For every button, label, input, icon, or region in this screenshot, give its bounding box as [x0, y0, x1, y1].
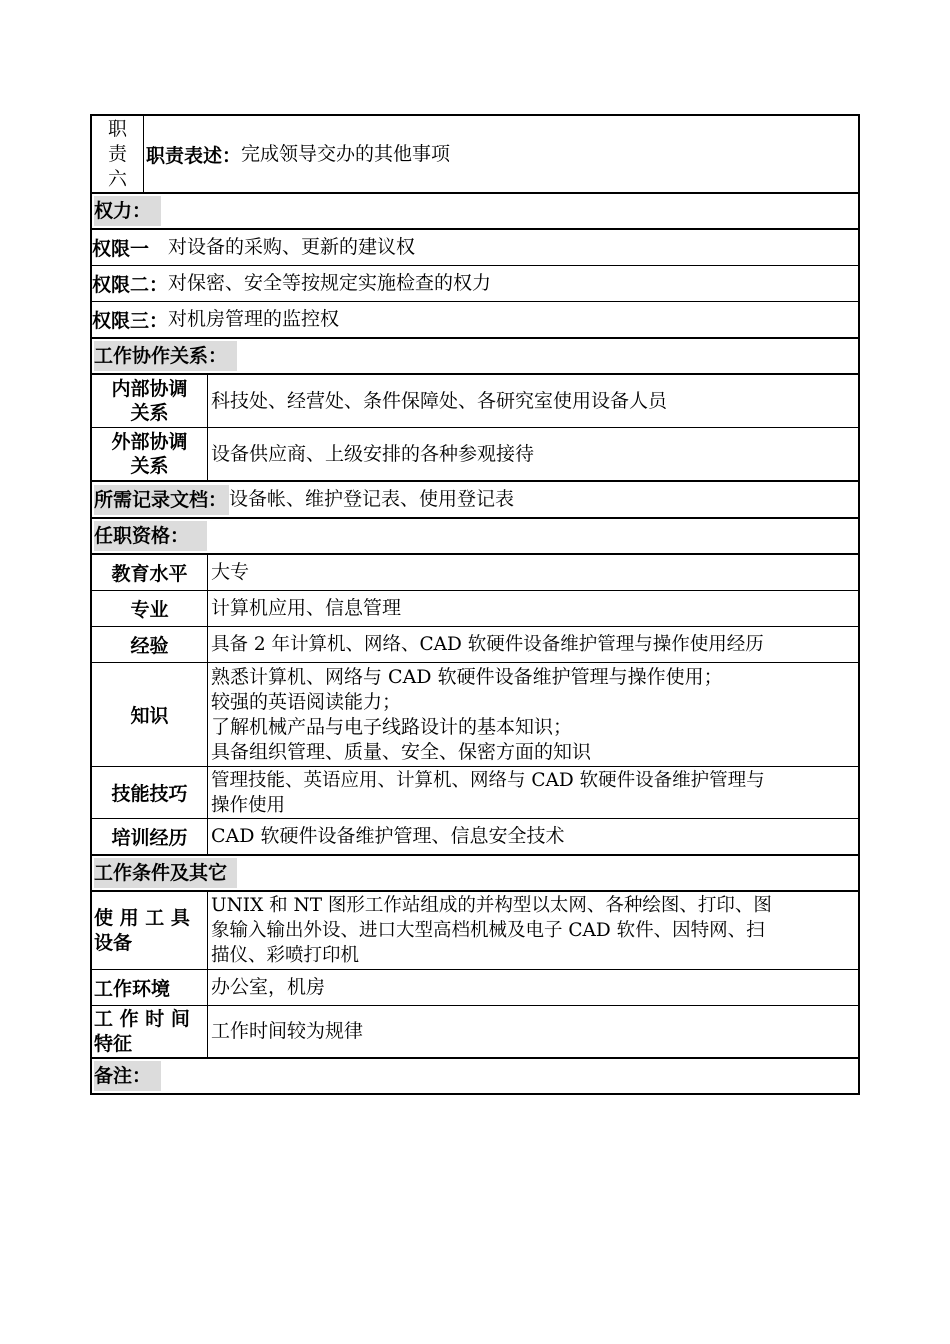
records-label: 所需记录文档：: [94, 485, 229, 515]
work-time-text: 工作时间较为规律: [211, 1020, 364, 1042]
major-text: 计算机应用、信息管理: [211, 597, 402, 619]
skills-text: 管理技能、英语应用、计算机、网络与 CAD 软硬件设备维护管理与 操作使用: [211, 769, 765, 816]
duty-desc-text: 完成领导交办的其他事项: [241, 142, 451, 165]
remarks-row: [90, 1059, 860, 1095]
tools-row: [90, 892, 860, 970]
experience-text: 具备 2 年计算机、网络、CAD 软硬件设备维护管理与操作使用经历: [211, 634, 764, 655]
internal-coordination-text: 科技处、经营处、条件保障处、各研究室使用设备人员: [211, 389, 668, 412]
duty-six-label: 职 责 六: [92, 116, 144, 192]
education-row: [90, 555, 860, 591]
power-item-row: [90, 230, 860, 266]
power-item-text: 对机房管理的监控权: [168, 308, 340, 330]
records-text: 设备帐、维护登记表、使用登记表: [229, 488, 515, 510]
tools-text: UNIX 和 NT 图形工作站组成的并构型以太网、各种绘图、打印、图 象输入输出外设、进口大型高档机械及电子 CAD 软件、因特网、扫 描仪、彩喷打印机: [211, 895, 772, 966]
experience-row: [90, 627, 860, 663]
external-coordination-text: 设备供应商、上级安排的各种参观接待: [211, 442, 535, 465]
environment-text: 办公室，机房: [211, 976, 326, 998]
education-text: 大专: [211, 561, 250, 583]
experience-label: 经验: [130, 635, 169, 657]
external-coordination-row: [90, 428, 860, 482]
duty-desc-label: 职责表述：: [146, 144, 242, 167]
conditions-heading: 工作条件及其它: [94, 858, 237, 888]
power-item-row: [90, 302, 860, 339]
knowledge-row: [90, 663, 860, 767]
duty-six-description: [144, 116, 858, 192]
work-time-label: 工 作 时 间 特征: [92, 1006, 208, 1057]
cooperation-heading: 工作协作关系：: [94, 341, 237, 371]
power-item-label: 权限二：: [92, 274, 169, 296]
power-heading-row: [90, 194, 860, 230]
knowledge-text: 熟悉计算机、网络与 CAD 软硬件设备维护管理与操作使用； 较强的英语阅读能力； 了解机械产品与电子线路设计的基本知识； 具备组织管理、质量、安全、保密方面的知识: [211, 665, 723, 763]
skills-label: 技能技巧: [111, 783, 188, 805]
training-row: [90, 819, 860, 856]
training-label: 培训经历: [111, 827, 188, 849]
major-label: 专业: [130, 599, 169, 621]
remarks-heading: 备注：: [94, 1061, 161, 1091]
tools-label: 使 用 工 具 设备: [92, 892, 208, 969]
education-label: 教育水平: [111, 563, 188, 585]
major-row: [90, 591, 860, 627]
work-time-row: [90, 1006, 860, 1059]
external-coordination-label: 外部协调 关系: [92, 428, 208, 480]
records-row: [90, 482, 860, 519]
qualification-heading-row: [90, 519, 860, 555]
training-text: CAD 软硬件设备维护管理、信息安全技术: [211, 825, 565, 847]
knowledge-label: 知识: [130, 705, 169, 727]
duty-six-row: [90, 114, 860, 194]
cooperation-heading-row: [90, 339, 860, 375]
environment-label: 工作环境: [94, 978, 171, 1000]
internal-coordination-row: [90, 375, 860, 428]
qualification-heading: 任职资格：: [94, 521, 207, 551]
skills-row: [90, 767, 860, 819]
power-item-text: 对保密、安全等按规定实施检查的权力: [168, 272, 492, 294]
power-item-label: 权限一: [92, 238, 150, 260]
environment-row: [90, 970, 860, 1006]
conditions-heading-row: [90, 856, 860, 892]
power-item-row: [90, 266, 860, 302]
power-heading: 权力：: [94, 196, 161, 226]
job-description-table: [90, 114, 860, 1095]
power-item-text: 对设备的采购、更新的建议权: [149, 236, 416, 258]
internal-coordination-label: 内部协调 关系: [92, 375, 208, 427]
power-item-label: 权限三：: [92, 310, 169, 332]
